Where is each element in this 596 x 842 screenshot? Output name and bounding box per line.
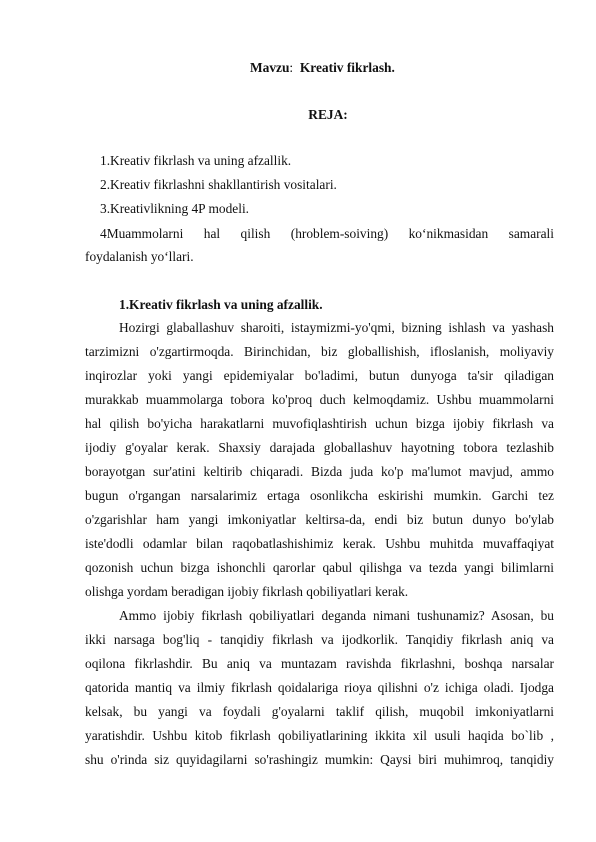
paragraph1-line: inqirozlar yoki yangi epidemiyalar bo'ladimi, butun dunyoga ta'sir qiladigan	[85, 368, 554, 383]
paragraph1-line: borayotgan sur'atini keltirib chiqaradi. Bizda juda ko'p ma'lumot mavjud, ammo	[85, 464, 554, 479]
paragraph2-line: qatorida mantiq va ilmiy fikrlash qoidalariga rioya qilishni o'z ichiga oladi. Ijodga	[85, 680, 554, 695]
paragraph1-line: qozonish uchun bizga ishonchli qarorlar qabul qilishga va tezda yangi bilimlarni	[85, 560, 554, 575]
section-heading: 1.Kreativ fikrlash va uning afzallik.	[119, 297, 323, 312]
topic-title: Kreativ fikrlash.	[299, 60, 395, 75]
paragraph1-line: tarzimizni o'zgartirmoqda. Birinchidan, biz globallishish, ifloslanish, moliyaviy	[85, 344, 554, 359]
plan-item-4-line2: foydalanish yo‘llari.	[85, 249, 194, 264]
topic-colon: :	[289, 60, 294, 75]
topic-line	[250, 60, 395, 76]
paragraph2-line: Ammo ijobiy fikrlash qobiliyatlari deganda nimani tushunamiz? Asosan, bu	[119, 608, 554, 623]
paragraph2-line: shu o'rinda siz quyidagilarni so'rashingiz mumkin: Qaysi biri muhimroq, tanqidiy	[85, 752, 554, 767]
paragraph1-line: hal qilish bo'yicha harakatlarni muvofiqlashtirish uchun bizga ijobiy fikrlash va	[85, 416, 554, 431]
plan-item-4-line1: 4Muammolarni hal qilish (hroblem-soiving) ko‘nikmasidan samarali	[100, 226, 554, 241]
paragraph2-line: yaratishdir. Ushbu kitob fikrlash qobiliyatlarining ikkita xil usuli haqida bo`lib ,	[85, 728, 554, 743]
paragraph1-line: o'zgarishlar ham yangi imkoniyatlar keltirsa-da, endi biz butun dunyo bo'ylab	[85, 512, 554, 527]
paragraph1-line: bugun o'rgangan narsalarimiz ertaga osonlikcha eskirishi mumkin. Garchi tez	[85, 488, 554, 503]
paragraph1-line: iste'dodli odamlar bilan raqobatlashishimiz kerak. Ushbu muhitda muvaffaqiyat	[85, 536, 554, 551]
paragraph2-line: oqilona fikrlashdir. Bu aniq va muntazam ravishda fikrlashni, boshqa narsalar	[85, 656, 554, 671]
plan-item-1: 1.Kreativ fikrlash va uning afzallik.	[100, 153, 292, 168]
paragraph1-line: Hozirgi glaballashuv sharoiti, istaymizmi-yo'qmi, bizning ishlash va yashash	[119, 320, 554, 335]
topic-label: Mavzu	[250, 60, 290, 75]
paragraph1-line: murakkab muammolarga tobora ko'proq duch kelmoqdamiz. Ushbu muammolarni	[85, 392, 554, 407]
plan-item-2: 2.Kreativ fikrlashni shakllantirish vositalari.	[100, 177, 337, 192]
paragraph2-line: kelsak, bu yangi va foydali g'oyalarni taklif qilish, muqobil imkoniyatlarni	[85, 704, 554, 719]
plan-item-3: 3.Kreativlikning 4P modeli.	[100, 201, 250, 216]
plan-title: REJA:	[308, 107, 348, 122]
paragraph1-line: olishga yordam beradigan ijobiy fikrlash qobiliyatlari kerak.	[85, 584, 409, 599]
paragraph2-line: ikki narsaga bog'liq - tanqidiy fikrlash va ijodkorlik. Tanqidiy fikrlash aniq va	[85, 632, 554, 647]
paragraph1-line: ijodiy g'oyalar kerak. Shaxsiy darajada globallashuv hayotning tobora tezlashib	[85, 440, 554, 455]
